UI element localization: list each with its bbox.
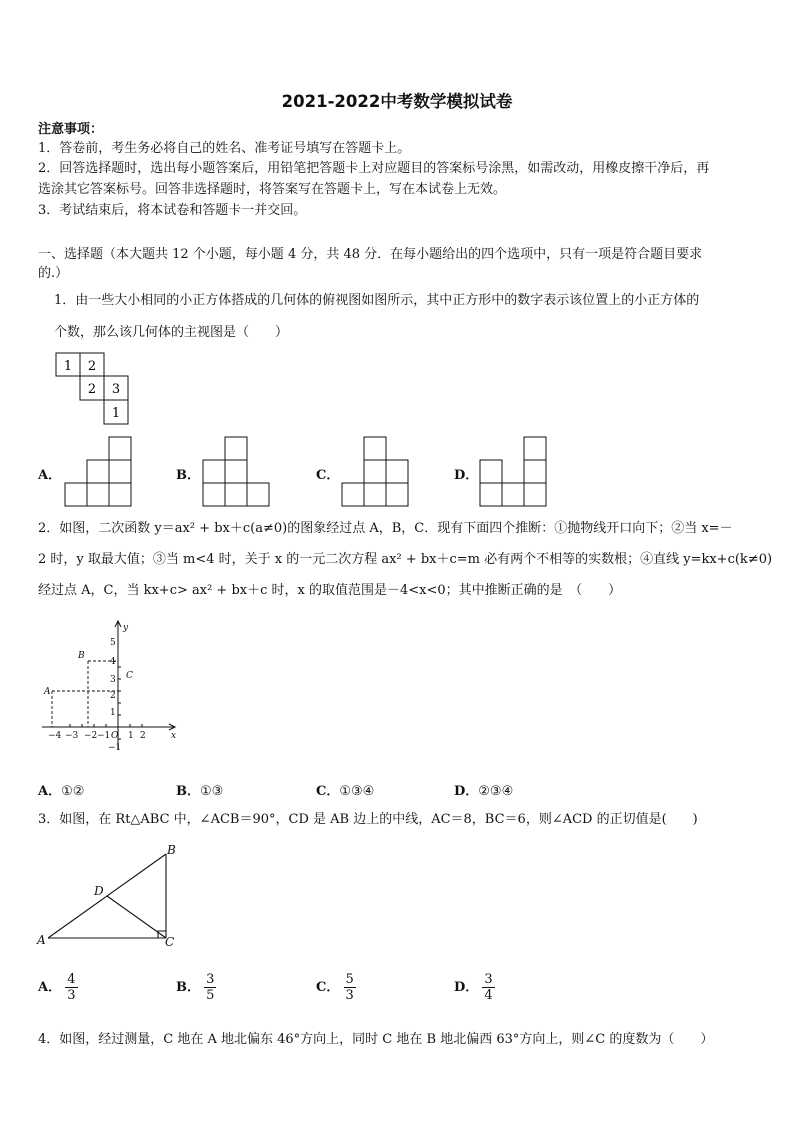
grid-cell-count: 2 (87, 382, 97, 397)
y-tick-label: 5 (110, 638, 116, 648)
option-fraction (482, 972, 494, 1003)
option-a[interactable] (38, 972, 78, 1003)
fraction-numerator: 4 (67, 972, 76, 987)
point-c-label: C (126, 671, 133, 681)
grid-cell-count: 1 (63, 359, 73, 374)
option-text: ①② (61, 784, 85, 799)
fraction-denominator: 5 (206, 988, 215, 1003)
option-label: B． (176, 980, 200, 995)
vertex-c-label: C (165, 935, 175, 949)
fraction-denominator: 3 (67, 988, 76, 1003)
option-text: ①③ (200, 784, 224, 799)
option-c-front-view[interactable] (341, 436, 413, 508)
notice-item: 3．考试结束后，将本试卷和答题卡一并交回。 (38, 203, 307, 218)
option-b-front-view[interactable] (202, 436, 274, 508)
question-2-text-cont: 2 时，y 取最大值；③当 m<4 时，关于 x 的一元二次方程 ax² + bx＋c=m 必有两个不相等的实数根；④直线 y=kx+c(k≠0) (38, 552, 773, 567)
parabola-coordinate-graph (38, 618, 184, 754)
page-title: 2021-2022中考数学模拟试卷 (281, 92, 513, 111)
x-tick-label: −1 (97, 731, 111, 741)
option-d-label[interactable]: D． (454, 468, 479, 483)
option-label: A． (38, 784, 62, 799)
option-d-front-view[interactable] (479, 436, 551, 508)
option-b[interactable] (176, 780, 223, 799)
question-3-text: 3．如图，在 Rt△ABC 中，∠ACB＝90°，CD 是 AB 边上的中线，AC＝8，BC＝6，则∠ACD 的正切值是( ) (38, 812, 698, 827)
fraction-denominator: 3 (345, 988, 354, 1003)
option-label: C． (316, 784, 340, 799)
option-a[interactable] (38, 780, 84, 799)
option-label: D． (454, 980, 479, 995)
question-1-text-cont: 个数，那么该几何体的主视图是（ ） (54, 325, 289, 340)
option-c-label[interactable]: C． (316, 468, 340, 483)
y-axis-label: y (123, 623, 129, 633)
option-c[interactable] (316, 972, 356, 1003)
question-1-text: 1．由一些大小相同的小正方体搭成的几何体的俯视图如图所示，其中正方形中的数字表示该位置上的小正方体的 (54, 293, 700, 308)
question-2-text-cont: 经过点 A，C，当 kx+c> ax² + bx＋c 时，x 的取值范围是－4<x<0；其中推断正确的是 （ ） (38, 583, 622, 598)
y-tick-label: 1 (110, 708, 116, 718)
x-axis-label: x (171, 731, 177, 741)
option-b-label[interactable]: B． (176, 468, 200, 483)
option-label: B． (176, 784, 200, 799)
option-d[interactable] (454, 972, 495, 1003)
option-c[interactable] (316, 780, 374, 799)
top-view-grid (54, 352, 134, 426)
fraction-numerator: 5 (345, 972, 354, 987)
question-4-text: 4．如图，经过测量，C 地在 A 地北偏东 46°方向上，同时 C 地在 B 地北偏西 63°方向上，则∠C 的度数为（ ） (38, 1032, 714, 1047)
y-tick-label: −1 (108, 743, 122, 753)
point-b-label: B (78, 651, 85, 661)
option-fraction (65, 972, 77, 1003)
vertex-a-label: A (37, 933, 46, 947)
notice-item: 选涂其它答案标号。回答非选择题时，将答案写在答题卡上，写在本试卷上无效。 (38, 182, 507, 197)
fraction-denominator: 4 (484, 988, 493, 1003)
vertex-d-label: D (94, 884, 104, 898)
option-text: ①③④ (339, 784, 375, 799)
notice-heading: 注意事项： (38, 122, 104, 137)
option-text: ②③④ (478, 784, 514, 799)
option-fraction (344, 972, 356, 1003)
x-tick-label: −4 (48, 731, 62, 741)
x-tick-label: −2 (84, 731, 98, 741)
option-fraction (204, 972, 216, 1003)
y-tick-label: 4 (110, 657, 116, 667)
point-a-label: A (44, 687, 51, 697)
fraction-numerator: 3 (206, 972, 215, 987)
option-label: A． (38, 980, 62, 995)
option-a-label[interactable]: A． (38, 468, 62, 483)
x-tick-label: 1 (128, 731, 134, 741)
option-label: D． (454, 784, 479, 799)
option-label: C． (316, 980, 340, 995)
option-a-front-view[interactable] (64, 436, 134, 508)
question-2-text: 2．如图，二次函数 y＝ax² + bx＋c(a≠0)的图象经过点 A，B，C．现有下面四个推断：①抛物线开口向下；②当 x=－ (38, 521, 733, 536)
x-tick-label: −3 (65, 731, 79, 741)
option-b[interactable] (176, 972, 216, 1003)
grid-cell-count: 3 (111, 382, 121, 397)
right-triangle-figure (36, 840, 186, 952)
x-tick-label: 2 (140, 731, 146, 741)
section-heading-cont: 的.） (38, 266, 69, 281)
origin-label: O (111, 731, 119, 741)
notice-item: 2．回答选择题时，选出每小题答案后，用铅笔把答题卡上对应题目的答案标号涂黑，如需改动，用橡皮擦干净后，再 (38, 161, 710, 176)
y-tick-label: 2 (110, 691, 116, 701)
fraction-numerator: 3 (484, 972, 493, 987)
grid-cell-count: 1 (111, 406, 121, 421)
notice-item: 1．答卷前，考生务必将自己的姓名、准考证号填写在答题卡上。 (38, 141, 411, 156)
y-tick-label: 3 (110, 675, 116, 685)
vertex-b-label: B (167, 843, 176, 857)
option-d[interactable] (454, 780, 513, 799)
grid-cell-count: 2 (87, 359, 97, 374)
section-heading: 一、选择题（本大题共 12 个小题，每小题 4 分，共 48 分．在每小题给出的四个选项中，只有一项是符合题目要求 (38, 247, 703, 262)
